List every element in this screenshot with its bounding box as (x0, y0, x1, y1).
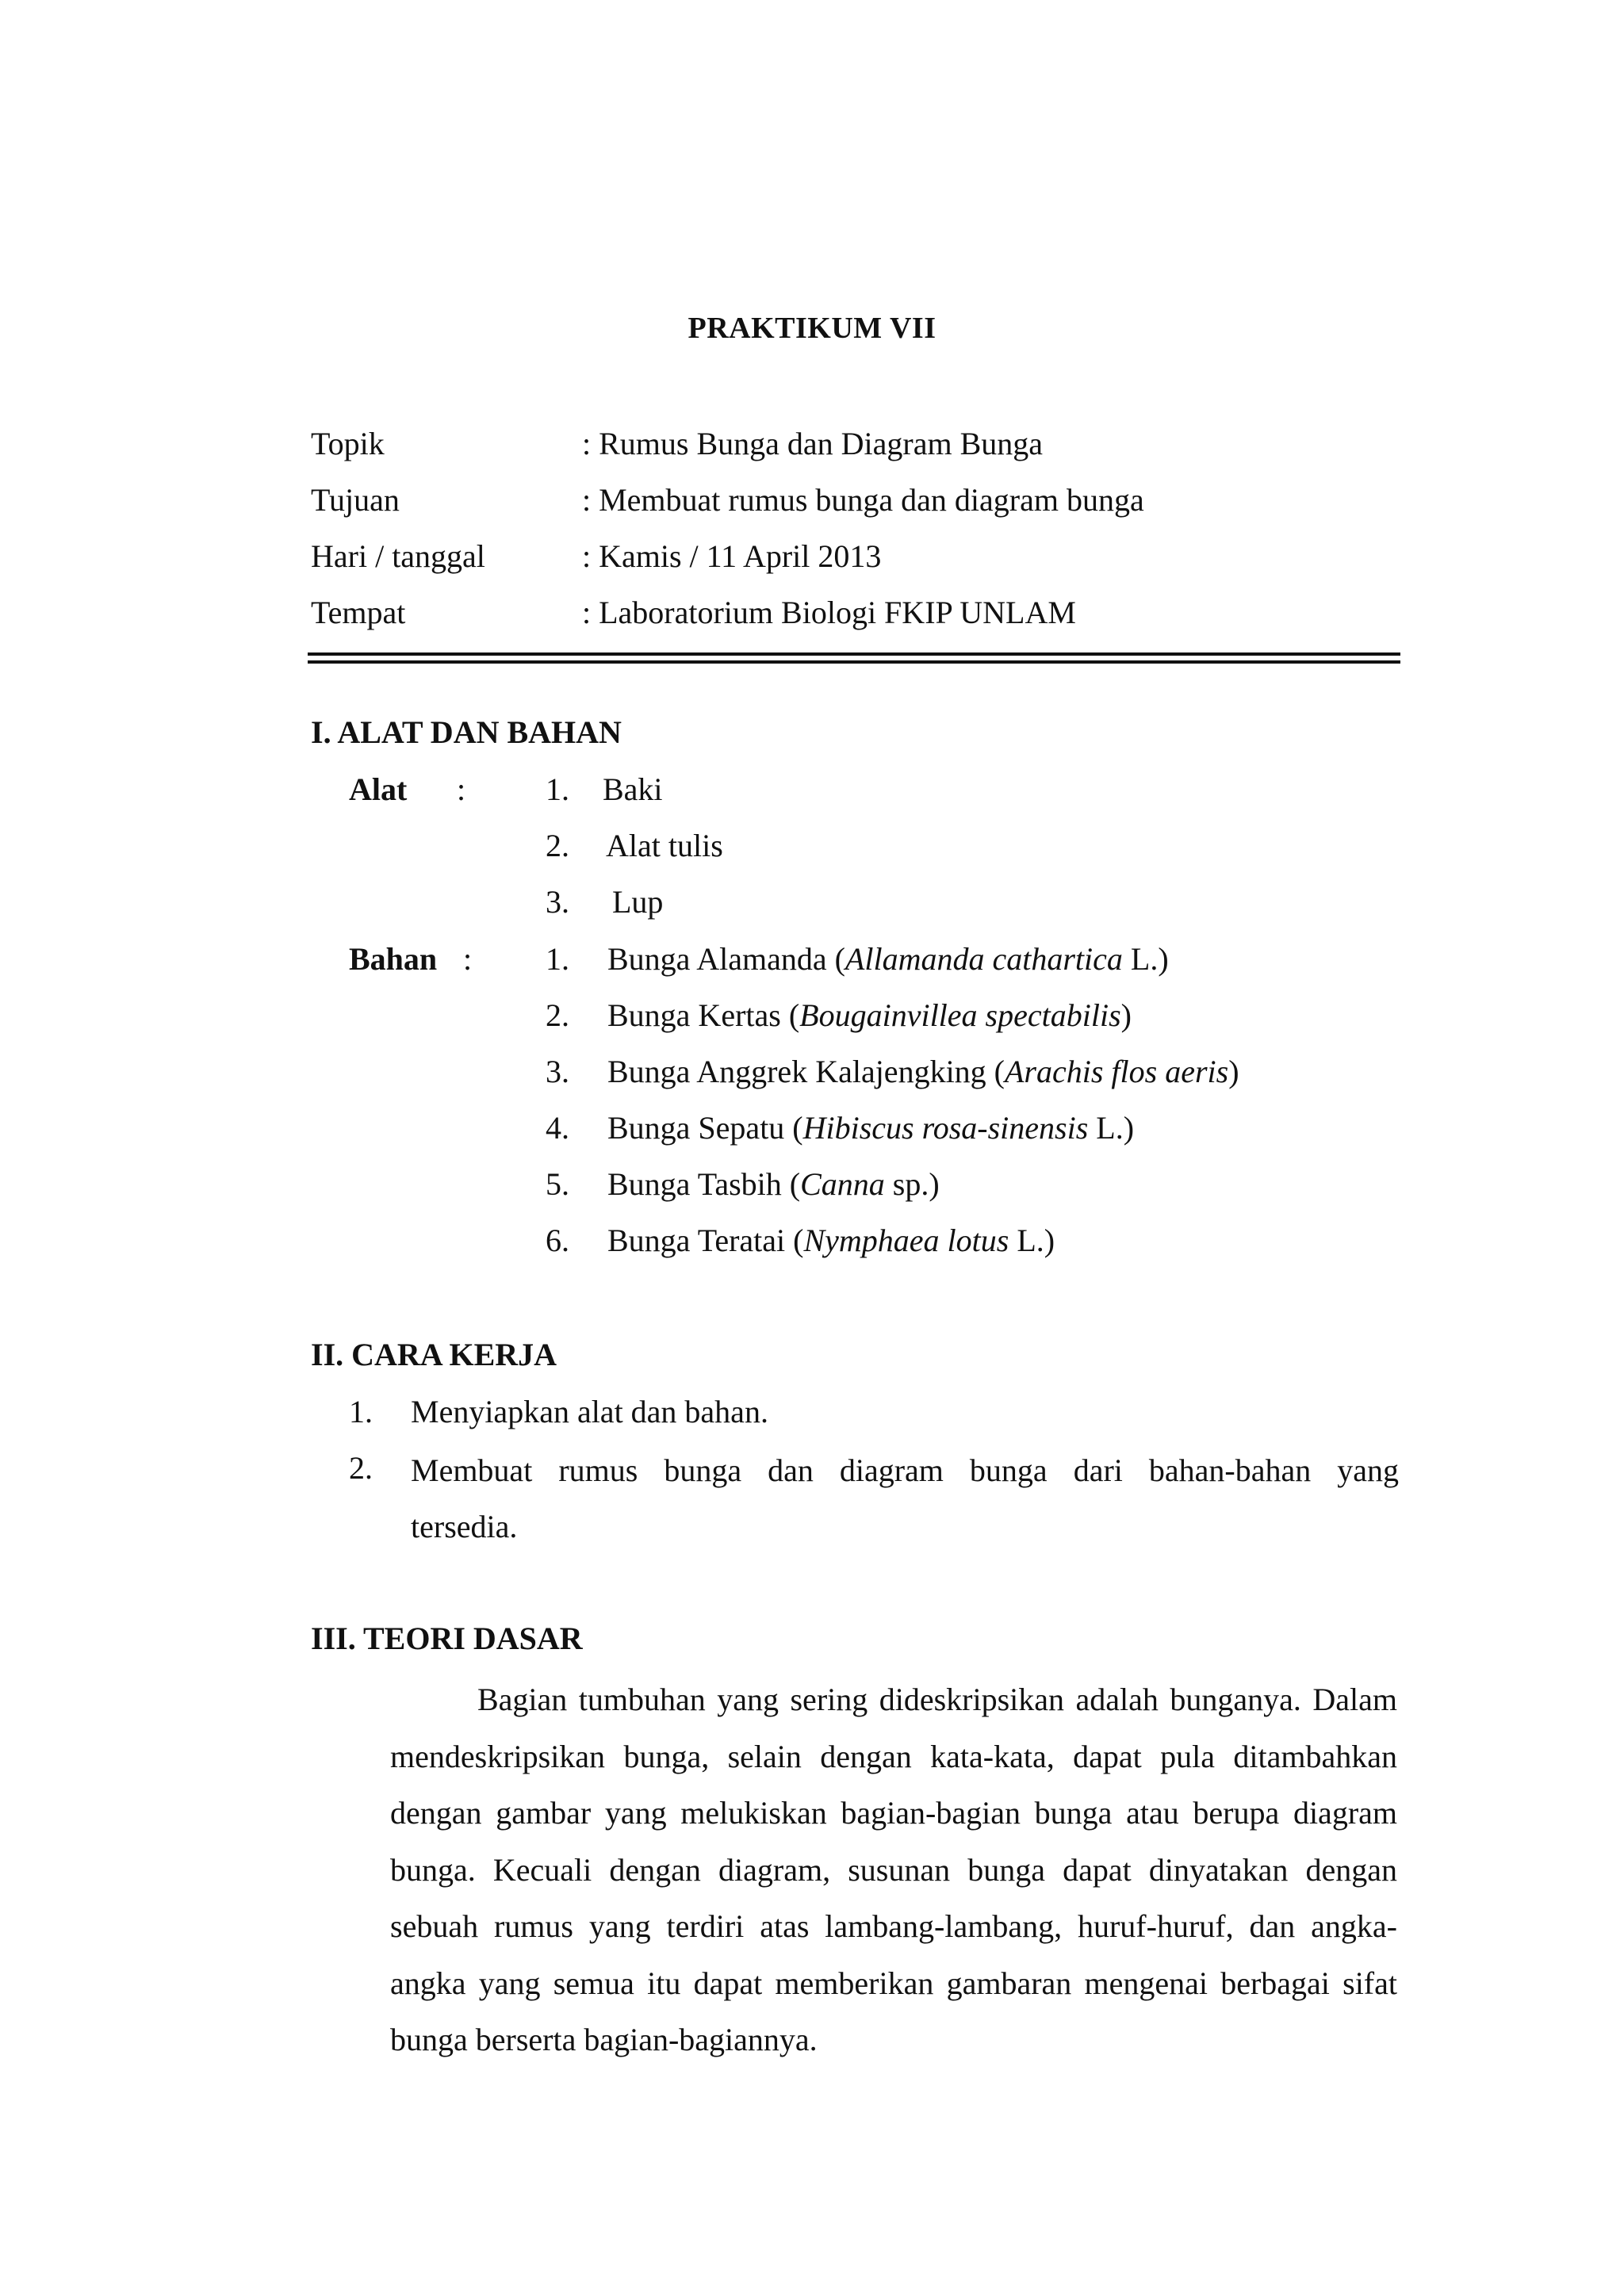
bahan-item (607, 1165, 940, 1203)
bahan-common-name: Bunga Kertas ( (607, 997, 800, 1033)
bahan-common-name: Bunga Teratai ( (607, 1223, 804, 1258)
bahan-common-name: Bunga Anggrek Kalajengking ( (607, 1054, 1005, 1089)
bahan-item (607, 1222, 1055, 1259)
bahan-item-number: 1. (546, 941, 569, 977)
bahan-item-number: 2. (546, 997, 569, 1033)
bahan-suffix: L.) (1009, 1223, 1055, 1258)
meta-value-topik: : Rumus Bunga dan Diagram Bunga (582, 426, 1044, 461)
bahan-item (607, 1053, 1239, 1090)
bahan-suffix: ) (1120, 997, 1132, 1033)
meta-label-tempat: Tempat (311, 595, 406, 630)
step-text (411, 1442, 1399, 1555)
alat-item: Alat tulis (606, 828, 723, 863)
bahan-colon: : (463, 941, 473, 977)
page-title: PRAKTIKUM VII (688, 312, 936, 345)
alat-label: Alat (349, 771, 408, 807)
bahan-item (607, 1109, 1134, 1146)
bahan-common-name: Bunga Tasbih ( (607, 1166, 801, 1202)
header-rule-bottom (308, 660, 1400, 664)
meta-label-tujuan: Tujuan (311, 482, 400, 518)
alat-item-number: 3. (546, 884, 569, 920)
section-heading-teori-dasar: III. TEORI DASAR (311, 1621, 583, 1656)
alat-item-number: 1. (546, 771, 569, 807)
alat-colon: : (457, 771, 466, 807)
meta-label-topik: Topik (311, 426, 385, 461)
bahan-scientific-name: Nymphaea lotus (803, 1223, 1009, 1258)
meta-value-tempat: : Laboratorium Biologi FKIP UNLAM (582, 595, 1076, 630)
bahan-suffix: L.) (1122, 941, 1169, 977)
section-heading-alat-bahan: I. ALAT DAN BAHAN (311, 714, 622, 750)
bahan-item-number: 5. (546, 1166, 569, 1202)
step-number: 1. (349, 1394, 373, 1429)
alat-item: Baki (603, 771, 663, 807)
meta-label-hari-tanggal: Hari / tanggal (311, 538, 485, 574)
step-text-line: tersedia. (411, 1509, 518, 1544)
bahan-scientific-name: Bougainvillea spectabilis (799, 997, 1121, 1033)
step-number: 2. (349, 1450, 373, 1486)
step-text: Menyiapkan alat dan bahan. (411, 1394, 768, 1429)
bahan-item-number: 4. (546, 1110, 569, 1146)
bahan-scientific-name: Arachis flos aeris (1005, 1054, 1229, 1089)
bahan-scientific-name: Hibiscus rosa-sinensis (802, 1110, 1089, 1146)
bahan-common-name: Bunga Sepatu ( (607, 1110, 803, 1146)
alat-item: Lup (612, 884, 664, 920)
bahan-suffix: sp.) (884, 1166, 940, 1202)
bahan-label: Bahan (349, 941, 438, 977)
bahan-item-number: 6. (546, 1223, 569, 1258)
bahan-suffix: L.) (1088, 1110, 1135, 1146)
alat-item-number: 2. (546, 828, 569, 863)
bahan-scientific-name: Allamanda cathartica (845, 941, 1123, 977)
meta-value-tujuan: : Membuat rumus bunga dan diagram bunga (582, 482, 1144, 518)
bahan-item (607, 940, 1169, 978)
meta-value-hari-tanggal: : Kamis / 11 April 2013 (582, 538, 882, 574)
step-text-line: Membuat rumus bunga dan diagram bunga dari bahan-bahan yang (411, 1452, 1399, 1488)
bahan-item-number: 3. (546, 1054, 569, 1089)
section-heading-cara-kerja: II. CARA KERJA (311, 1337, 557, 1372)
bahan-item (607, 997, 1132, 1034)
teori-dasar-paragraph: Bagian tumbuhan yang sering dideskripsikan adalah bunganya. Dalam mendeskripsikan bunga, selain dengan kata-kata, dapat pula ditambahkan dengan gambar yang melukiskan bagian-bagian bunga atau berupa diagram bunga. Kecuali dengan diagram, susunan bunga dapat dinyatakan dengan sebuah rumus yang terdiri atas lambang-lambang, huruf-huruf, dan angka-angka yang semua itu dapat memberikan gambaran mengenai berbagai sifat bunga berserta bagian-bagiannya. (390, 1682, 1397, 2057)
bahan-common-name: Bunga Alamanda ( (607, 941, 845, 977)
header-rule-top (308, 652, 1400, 656)
bahan-suffix: ) (1228, 1054, 1239, 1089)
bahan-scientific-name: Canna (800, 1166, 885, 1202)
